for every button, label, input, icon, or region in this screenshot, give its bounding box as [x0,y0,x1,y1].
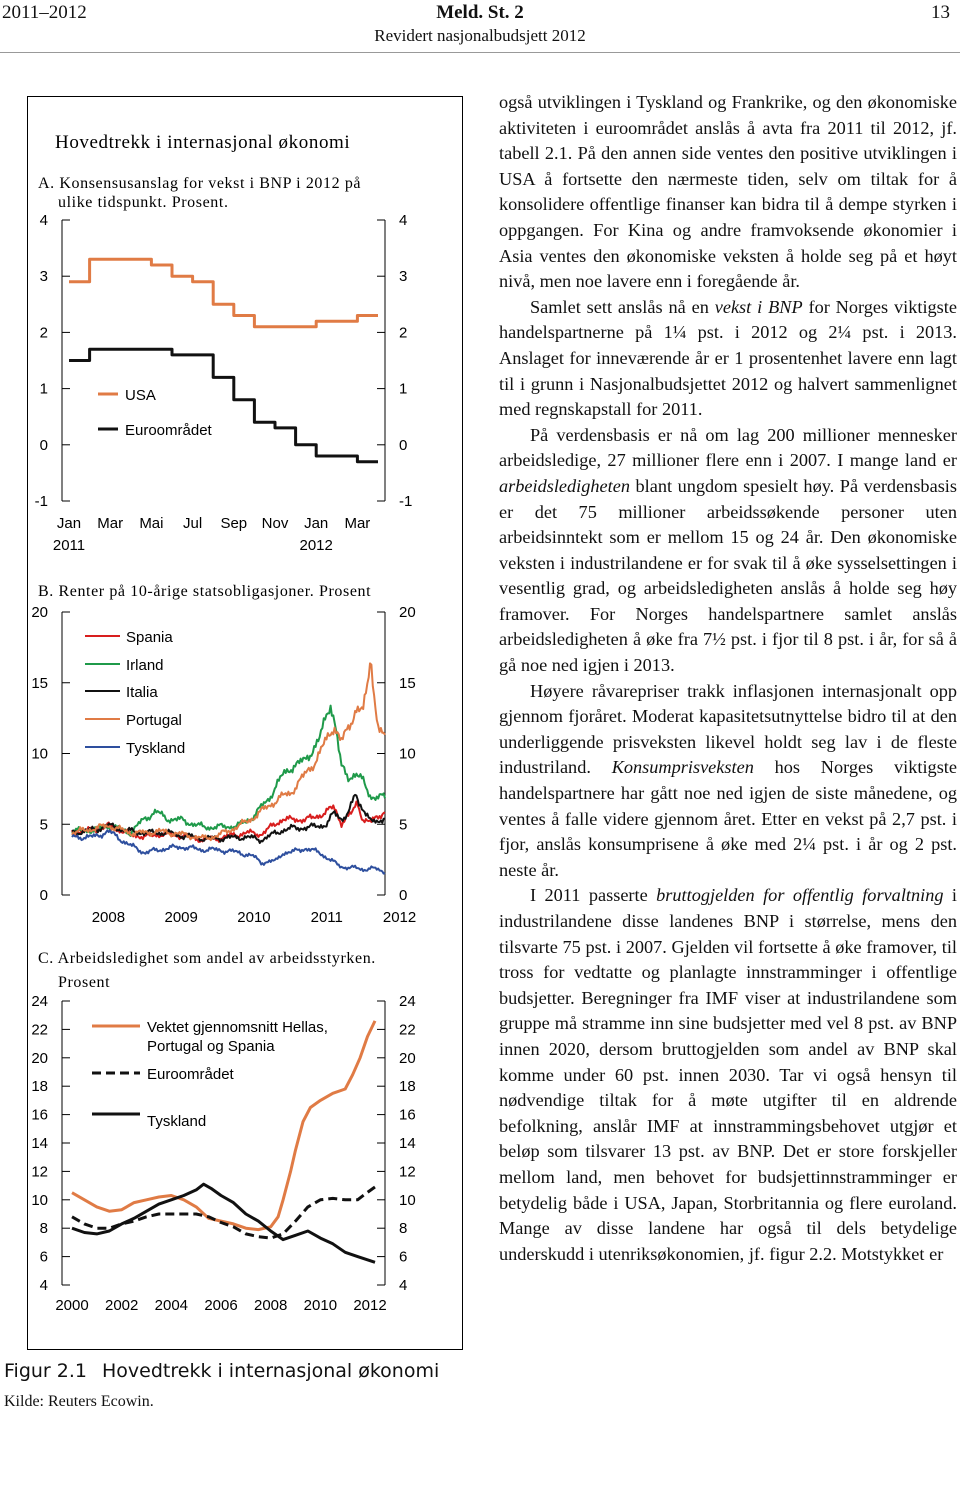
panel-a-xtick: Jan [304,515,329,532]
panel-c-title-line1: C. Arbeidsledighet som andel av arbeidsstyrken. [38,950,376,967]
panel-c-title-line2: Prosent [58,974,111,991]
panel-a-ytick-right: -1 [399,493,413,510]
panel-c-ytick-right: 4 [399,1277,408,1294]
panel-a-ytick-left: -1 [34,493,48,510]
figure-title: Hovedtrekk i internasjonal økonomi [55,132,351,153]
panel-c-xtick: 2004 [154,1297,189,1314]
panel-b-xtick: 2008 [91,909,126,926]
panel-a-series-usa [69,259,378,327]
panel-c-legend [92,1019,328,1130]
emphasis-bruttogjeld: bruttogjelden for offentlig forvaltning [656,885,944,906]
paragraph-5: I 2011 passerte bruttogjelden for offentlig forvaltning i industrilandene disse landenes BNP i størrelse, mens den tilsvarte 75 pst. i 2007. Gjelden vil fortsette å øke framover, til tross for vedtatte og planlagte innstramminger i offentlige budsjetter. Beregninger fra IMF viser at industrilandene som gruppe må stramme inn sine budsjetter med vel 8 pst. av BNP innen 2020, dersom bruttogjelden som andel av BNP skal komme under 60 pst. innen 2030. Tar vi også hensyn til nødvendige tiltak for å møte utgifter til en aldrende befolkning, anslår IMF at innstrammingsbehovet utgjør et beløp som tilsvarer 13 pst. av BNP. Det er store forskjeller mellom land, men behovet for budsjettinnstramminger er betydelig både i USA, Japan, Storbritannia og flere euroland. Mange av disse landene har også til dels betydelige underskudd i utenriksøkonomien, jf. figur 2.2. Motstykket er [499,885,957,1264]
panel-b-ytick-right: 15 [399,674,416,692]
panel-c-xtick: 2008 [254,1297,288,1314]
panel-b-ytick-left: 10 [31,745,48,763]
panel-c [31,950,415,1314]
figure-charts [0,0,490,1320]
panel-c-ytick-left: 12 [31,1163,48,1181]
legend-southern-label-2: Portugal og Spania [147,1038,275,1055]
emphasis-vekst: vekst i BNP [714,296,803,317]
panel-c-ytick-right: 6 [399,1248,408,1266]
panel-b-ytick-right: 0 [399,887,408,904]
figure-source: Kilde: Reuters Ecowin. [4,1393,154,1410]
panel-b-ytick-right: 20 [399,604,416,621]
legend-euro-c-label: Euroområdet [147,1066,234,1083]
panel-b-xtick: 2009 [164,909,198,926]
legend-portugal-label: Portugal [126,712,182,729]
panel-c-ytick-left: 8 [39,1220,48,1238]
header-document: Meld. St. 2 [436,2,524,23]
paragraph-2: Samlet sett anslås nå en vekst i BNP for Norges viktigste handelspartnerne på 1¼ pst. i 2012 og 2¼ pst. i 2013. Anslaget for inneværende år er 1 prosentenhet lavere enn lagt til i grunn i Nasjonalbudsjettet 2012 og halvert sammenlignet med regnskapstall for 2011. [499,296,957,420]
panel-c-ytick-left: 16 [31,1106,48,1124]
panel-a-xtick: Mar [97,515,124,532]
legend-euro-label: Euroområdet [125,422,212,439]
panel-a-xyear: 2011 [52,537,86,554]
legend-tyskland-c-label: Tyskland [147,1113,207,1130]
panel-a-ytick-left: 3 [39,268,48,286]
panel-a [35,175,413,554]
panel-c-ytick-left: 4 [39,1277,48,1294]
panel-c-ytick-right: 18 [399,1078,416,1096]
panel-b-legend [85,629,185,757]
panel-a-ytick-left: 1 [39,380,48,398]
legend-italia-label: Italia [126,684,158,701]
panel-a-ytick-right: 1 [399,380,408,398]
panel-b-title: B. Renter på 10-årige statsobligasjoner. Prosent [38,583,372,600]
legend-irland-label: Irland [126,657,164,674]
panel-c-xtick: 2000 [55,1297,89,1314]
panel-a-title-line1: A. Konsensusanslag for vekst i BNP i 2012 på [38,175,362,192]
panel-c-ytick-left: 22 [31,1021,48,1039]
panel-a-ytick-right: 3 [399,268,408,286]
header-subtitle: Revidert nasjonalbudsjett 2012 [374,26,586,45]
panel-a-xtick: Mar [344,515,371,532]
panel-a-xtick: Nov [261,515,289,532]
panel-a-legend [98,387,213,439]
panel-c-ytick-right: 24 [399,993,416,1010]
panel-a-xtick: Mai [139,515,164,532]
panel-b [31,583,416,926]
panel-a-series-euro [69,349,378,461]
panel-c-ytick-right: 10 [399,1191,416,1209]
panel-c-ytick-left: 20 [31,1049,48,1067]
paragraph-4: Høyere råvarepriser trakk inflasjonen internasjonalt opp gjennom fjoråret. Moderat kapasitetsutnyttelse bidro til at den underliggende prisveksten likevel holdt seg lav i de fleste industriland. Konsumprisveksten hos Norges viktigste handelspartnere har gått noe ned igjen de siste månedene, og ventes å falle videre gjennom året. Etter en vekst på 2,7 pst. i fjor, anslås konsumprisene å øke med 2¼ pst. i år og 2 pst. neste år. [499,680,957,880]
panel-a-ytick-right: 0 [399,436,408,454]
panel-a-ytick-left: 2 [39,324,48,342]
paragraph-3: På verdensbasis er nå om lag 200 millioner mennesker arbeidsledige, 27 millioner flere enn i 2007. I mange land er arbeidsledigheten blant ungdom spesielt høy. På verdensbasis er det 75 millioner arbeidssøkende personer uten arbeidsinntekt som er mellom 15 og 24 år. Den økonomiske veksten i industrilandene er for svak til å øke sysselsettingen i vesentlig grad, og arbeidsledigheten anslås å holde seg høy framover. For Norges handelspartnere samlet anslås arbeidsledigheten å øke fra 7½ pst. i fjor til 8 pst. i år, for så å gå noe ned igjen i 2013. [499,424,957,676]
panel-c-xtick: 2002 [104,1297,139,1314]
emphasis-konsumpris: Konsumprisveksten [611,757,754,778]
panel-b-xtick: 2011 [310,909,343,926]
legend-southern-label-1: Vektet gjennomsnitt Hellas, [147,1019,328,1036]
panel-b-xtick: 2012 [382,909,417,926]
body-text [499,90,957,1267]
legend-usa-label: USA [125,387,156,404]
panel-b-ytick-left: 15 [31,674,48,692]
panel-c-ytick-right: 14 [399,1135,416,1152]
panel-c-ytick-left: 6 [39,1248,48,1266]
panel-c-ytick-right: 12 [399,1163,416,1181]
panel-a-xtick: Jul [183,515,203,532]
legend-tyskland-label: Tyskland [126,740,186,757]
panel-c-series-euro [72,1187,375,1238]
panel-b-xtick: 2010 [237,909,271,926]
panel-a-ytick-right: 4 [399,212,408,229]
panel-a-ytick-left: 4 [39,212,48,229]
panel-c-ytick-right: 8 [399,1220,408,1238]
panel-a-ytick-right: 2 [399,324,408,342]
panel-a-xtick: Jan [56,515,82,532]
panel-c-xtick: 2006 [204,1297,238,1314]
panel-c-ytick-left: 14 [31,1135,48,1152]
panel-b-ytick-left: 20 [31,604,48,621]
panel-a-xyear: 2012 [299,537,333,554]
panel-c-ytick-right: 22 [399,1021,416,1039]
panel-b-ytick-left: 5 [39,816,48,834]
panel-c-xtick: 2012 [353,1297,387,1314]
panel-a-xtick: Sep [220,515,248,532]
panel-a-ytick-left: 0 [39,436,48,454]
figure-caption [4,1360,439,1382]
panel-c-ytick-left: 24 [31,993,48,1010]
emphasis-arbeidsledighet: arbeidsledigheten [499,475,630,496]
panel-c-xtick: 2010 [303,1297,338,1314]
panel-a-title-line2: ulike tidspunkt. Prosent. [58,194,229,211]
header-years: 2011–2012 [2,2,87,23]
panel-b-ytick-right: 5 [399,816,408,834]
panel-c-ytick-right: 16 [399,1106,416,1124]
panel-b-ytick-right: 10 [399,745,416,763]
legend-spania-label: Spania [126,629,173,646]
panel-b-ytick-left: 0 [39,887,48,904]
panel-c-ytick-right: 20 [399,1049,416,1067]
figure-caption-text: Hovedtrekk i internasjonal økonomi [102,1360,440,1382]
panel-c-ytick-left: 10 [31,1191,48,1209]
paragraph-1: også utviklingen i Tyskland og Frankrike, og den økonomiske aktiviteten i euroområdet anslås å avta fra 2011 til 2012, jf. tabell 2.1. På den annen side ventes den positive utviklingen i USA å fortsette den nærmeste tiden, selv om tiltak for å konsolidere offentlige finanser kan bidra til å dempe styrken i oppgangen. For Kina og andre framvoksende økonomier i Asia ventes den økonomiske veksten å holde seg på et høyt nivå, men noe lavere enn i foregående år. [499,92,957,292]
figure-label: Figur 2.1 [4,1360,87,1382]
panel-c-ytick-left: 18 [31,1078,48,1096]
header-page-number: 13 [931,2,950,23]
